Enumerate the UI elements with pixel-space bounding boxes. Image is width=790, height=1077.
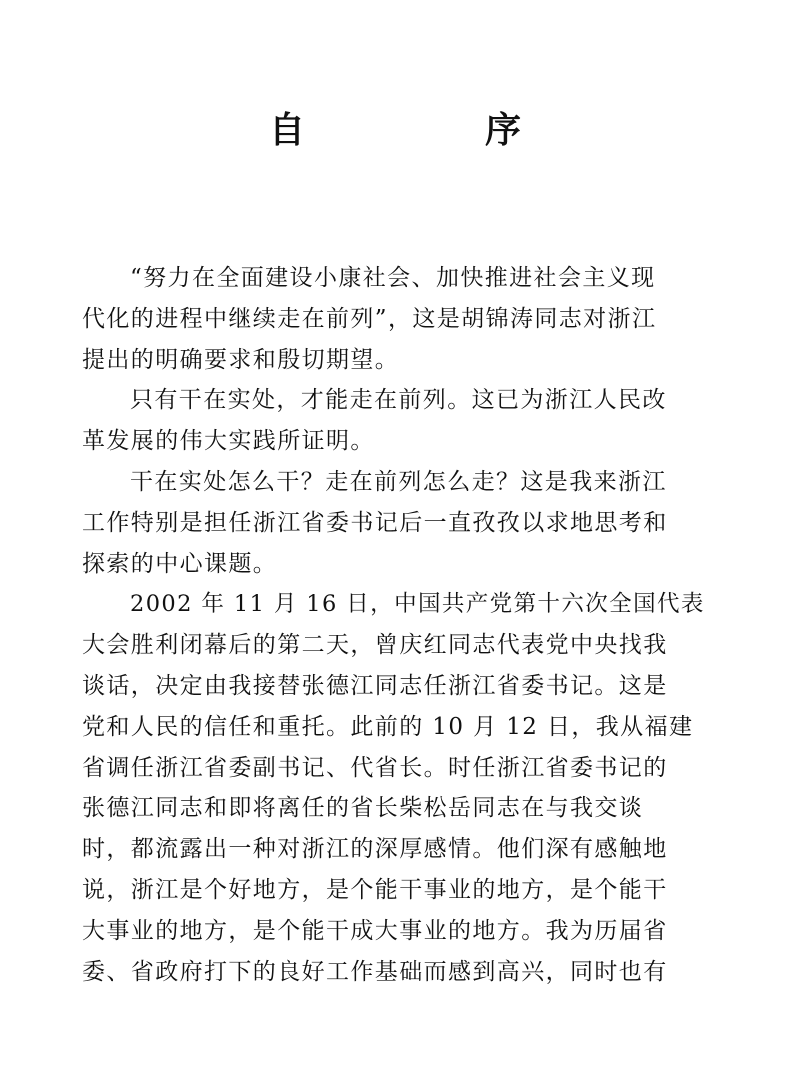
body-text [82, 258, 716, 992]
text-line: 大事业的地方，是个能干成大事业的地方。我为历届省 [82, 917, 668, 944]
page-title: 自 序 [268, 109, 593, 151]
text-line: 代化的进程中继续走在前列”，这是胡锦涛同志对浙江 [82, 305, 657, 332]
text-line: 探索的中心课题。 [82, 550, 278, 577]
text-line: 张德江同志和即将离任的省长柴松岳同志在与我交谈 [82, 795, 644, 822]
text-line: 委、省政府打下的良好工作基础而感到高兴，同时也有 [82, 958, 668, 985]
text-line: 大会胜利闭幕后的第二天，曾庆红同志代表党中央找我 [82, 632, 668, 659]
text-line: 党和人民的信任和重托。此前的 10 月 12 日，我从福建 [82, 713, 694, 740]
text-line: 提出的明确要求和殷切期望。 [82, 346, 400, 373]
text-line: 谈话，决定由我接替张德江同志任浙江省委书记。这是 [82, 672, 668, 699]
text-line: 干在实处怎么干？走在前列怎么走？这是我来浙江 [130, 468, 667, 495]
text-line: 时，都流露出一种对浙江的深厚感情。他们深有感触地 [82, 836, 668, 863]
text-line: 革发展的伟大实践所证明。 [82, 428, 375, 455]
text-line: “努力在全面建设小康社会、加快推进社会主义现 [130, 265, 656, 291]
text-line: 省调任浙江省委副书记、代省长。时任浙江省委书记的 [82, 754, 668, 781]
text-line: 只有干在实处，才能走在前列。这已为浙江人民改 [130, 387, 667, 414]
text-line: 2002 年 11 月 16 日，中国共产党第十六次全国代表 [130, 591, 705, 618]
text-line: 工作特别是担任浙江省委书记后一直孜孜以求地思考和 [82, 509, 668, 536]
text-line: 说，浙江是个好地方，是个能干事业的地方，是个能干 [82, 876, 668, 903]
